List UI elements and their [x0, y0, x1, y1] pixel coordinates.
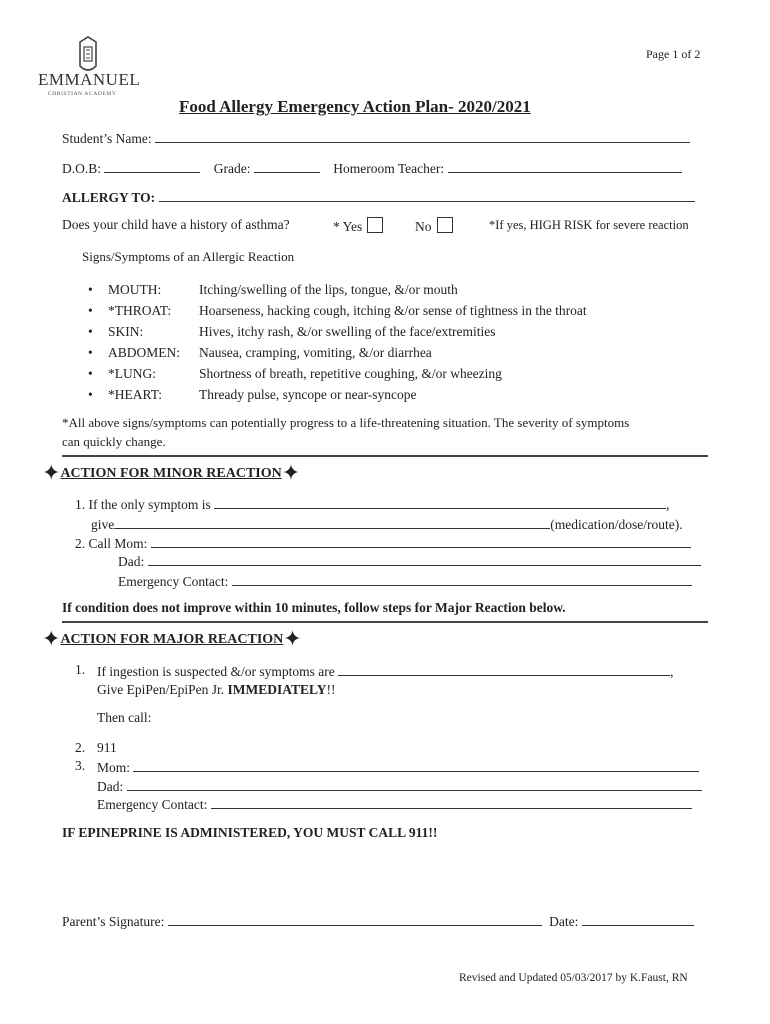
major-ec-field[interactable] — [211, 795, 692, 809]
major-num3: 3. — [75, 758, 86, 773]
signature-row — [62, 912, 694, 930]
minor-ec-field[interactable] — [232, 572, 692, 586]
grade-field[interactable] — [254, 159, 320, 173]
divider — [62, 621, 708, 623]
star-icon: ✦ — [283, 626, 302, 651]
minor-heading-text: ACTION FOR MINOR REACTION — [60, 466, 282, 481]
minor-ec-line — [118, 572, 692, 590]
footer-revision: Revised and Updated 05/03/2017 by K.Faust, RN — [459, 972, 688, 984]
minor-symptom-field[interactable] — [214, 495, 666, 509]
major-dad-line — [97, 777, 702, 795]
bullet-icon: • — [88, 303, 93, 318]
exclaim: !! — [326, 682, 336, 697]
major-heading — [42, 626, 302, 651]
symptom-description: Hoarseness, hacking cough, itching &/or sense of tightness in the throat — [199, 303, 587, 318]
emergency-contact-label: Emergency Contact: — [118, 574, 229, 589]
bullet-icon: • — [88, 366, 93, 381]
homeroom-label: Homeroom Teacher: — [333, 161, 445, 176]
symptom-note-line2: can quickly change. — [62, 434, 166, 449]
yes-label: * Yes — [333, 219, 363, 234]
date-label: Date: — [549, 914, 579, 929]
page-number: Page 1 of 2 — [646, 47, 701, 61]
bullet-icon: • — [88, 282, 93, 297]
symptom-note-line1: *All above signs/symptoms can potentially progress to a life-threatening situation. The severity of symptoms — [62, 415, 630, 430]
major-line1: If ingestion is suspected &/or symptoms are , — [97, 664, 674, 679]
symptom-description: Itching/swelling of the lips, tongue, &/or mouth — [199, 282, 458, 297]
no-label: No — [415, 219, 432, 234]
asthma-question: Does your child have a history of asthma? — [62, 217, 290, 232]
symptoms-heading: Signs/Symptoms of an Allergic Reaction — [82, 249, 295, 264]
student-name-field[interactable] — [155, 129, 690, 143]
epipen-label: Give EpiPen/EpiPen Jr. — [97, 682, 225, 697]
major-symptom-field[interactable] — [338, 662, 670, 676]
homeroom-field[interactable] — [448, 159, 682, 173]
parent-signature-label: Parent’s Signature: — [62, 914, 165, 929]
minor-give-line — [91, 515, 683, 533]
grade-label: Grade: — [213, 161, 251, 176]
symptom-area: *LUNG: — [108, 366, 156, 381]
star-icon: ✦ — [42, 626, 61, 651]
yes-checkbox[interactable] — [367, 217, 383, 233]
symptom-area: ABDOMEN: — [108, 345, 181, 360]
call-mom-label: 2. Call Mom: — [75, 536, 148, 551]
bullet-icon: • — [88, 324, 93, 339]
logo-subtitle: CHRISTIAN ACADEMY — [48, 91, 117, 97]
logo-name: EMMANUEL — [38, 70, 141, 89]
major-num2: 2. — [75, 740, 86, 755]
minor-mom-field[interactable] — [151, 534, 691, 548]
bullet-icon: • — [88, 387, 93, 402]
date-field[interactable] — [582, 912, 694, 926]
minor-dad-line — [118, 552, 701, 570]
asthma-yes — [333, 217, 383, 235]
epipen-line — [97, 682, 336, 698]
minor-note: If condition does not improve within 10 minutes, follow steps for Major Reaction below. — [62, 600, 566, 615]
symptom-area: *THROAT: — [108, 303, 172, 318]
symptom-description: Shortness of breath, repetitive coughing, &/or wheezing — [199, 366, 502, 381]
minor-heading — [42, 460, 301, 485]
asthma-note: *If yes, HIGH RISK for severe reaction — [489, 218, 689, 232]
no-checkbox[interactable] — [437, 217, 453, 233]
dob-label: D.O.B: — [62, 161, 102, 176]
allergy-label: ALLERGY TO: — [62, 190, 156, 205]
symptom-description: Nausea, cramping, vomiting, &/or diarrhea — [199, 345, 432, 360]
major-num1: 1. — [75, 662, 86, 677]
asthma-no — [415, 217, 453, 235]
major-heading-text: ACTION FOR MAJOR REACTION — [60, 632, 284, 647]
allergy-field[interactable] — [159, 188, 695, 202]
medication-hint: (medication/dose/route). — [550, 517, 683, 532]
divider — [62, 455, 708, 457]
major-mom-field[interactable] — [133, 758, 699, 772]
symptom-description: Thready pulse, syncope or near-syncope — [199, 387, 417, 402]
minor-symptom-label: 1. If the only symptom is — [75, 497, 211, 512]
dad-label: Dad: — [97, 779, 124, 794]
major-mom-line — [97, 758, 699, 776]
symptom-area: MOUTH: — [108, 282, 162, 297]
star-icon: ✦ — [42, 460, 61, 485]
medication-field[interactable] — [114, 515, 550, 529]
student-name-label: Student’s Name: — [62, 131, 152, 146]
major-dad-field[interactable] — [127, 777, 702, 791]
call-911: 911 — [97, 740, 117, 755]
minor-dad-field[interactable] — [148, 552, 701, 566]
symptom-description: Hives, itchy rash, &/or swelling of the face/extremities — [199, 324, 496, 339]
school-logo — [38, 36, 141, 102]
mom-label: Mom: — [97, 760, 131, 775]
symptom-area: SKIN: — [108, 324, 144, 339]
bullet-icon: • — [88, 345, 93, 360]
minor-mom-line — [75, 534, 691, 552]
then-call: Then call: — [97, 710, 152, 725]
parent-signature-field[interactable] — [168, 912, 542, 926]
student-name-row — [62, 129, 690, 147]
emergency-contact-label: Emergency Contact: — [97, 797, 208, 812]
immediately-label: IMMEDIATELY — [227, 682, 327, 697]
asthma-row — [62, 217, 290, 233]
star-icon: ✦ — [281, 460, 301, 485]
symptom-area: *HEART: — [108, 387, 163, 402]
dob-field[interactable] — [104, 159, 200, 173]
epinephrine-warning: IF EPINEPRINE IS ADMINISTERED, YOU MUST CALL 911!! — [62, 825, 438, 840]
ingestion-label: If ingestion is suspected &/or symptoms are — [97, 664, 335, 679]
give-label: give — [91, 517, 115, 532]
minor-line1: 1. If the only symptom is , — [75, 497, 670, 512]
allergy-row — [62, 188, 695, 206]
dob-row — [62, 159, 682, 177]
form-title: Food Allergy Emergency Action Plan- 2020/2021 — [179, 97, 531, 116]
dad-label: Dad: — [118, 554, 145, 569]
major-ec-line — [97, 795, 692, 813]
